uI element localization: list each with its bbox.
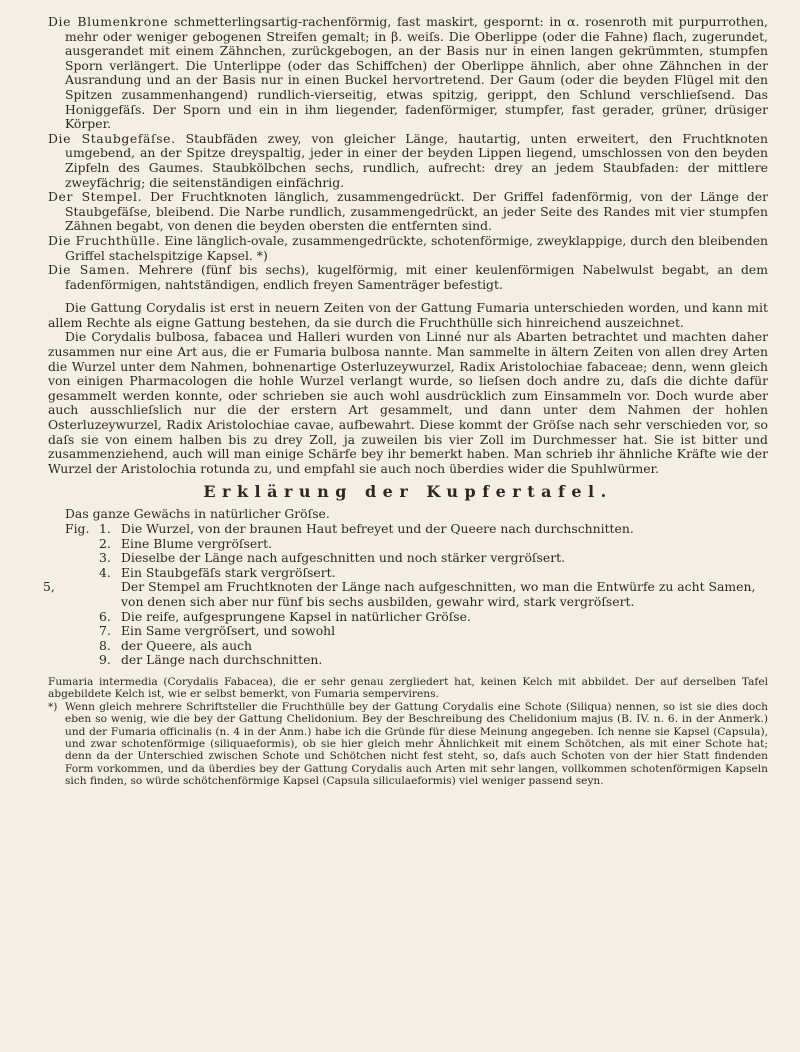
entry-text: Mehrere (fünf bis sechs), kugelförmig, mit einer keulenförmigen Nabelwulst begabt, an dem fadenförmigen, nahtständigen, endlich freyen Samenträger befestigt. (65, 262, 769, 292)
figure-item: 9. der Länge nach durchschnitten. (99, 652, 323, 668)
figures-intro: Das ganze Gewächs in natürlicher Gröſse. (65, 506, 330, 522)
entry-head: Der Stempel. (48, 189, 143, 205)
paragraph-species: Die Corydalis bulbosa, fabacea und Halleri wurden von Linné nur als Abarten betrachtet und machten daher zusammen nur eine Art aus, die er Fumaria bulbosa nannte. Man sammelte in ältern Zeiten von allen drey Arten die Wurzel unter dem Nahmen, bohnenartige Osterluzeywurzel, Radix Aristolochiae fabaceae; denn, wenn gleich von einigen Pharmacologen die hohle Wurzel verlangt wurde, so lieſsen doch andre zu, daſs die dichte dafür gesammelt werden konnte, oder schrieben sie auch wohl ausdrücklich zum Einsammeln vor. Doch wurde aber auch ausschlieſslich nur die der erstern Art gesammelt, und dann unter dem Nahmen der hohlen Osterluzeywurzel, Radix Aristolochiae cavae, aufbewahrt. Diese kommt der Gröſse nach sehr verschieden vor, so daſs sie von einem halben bis zu drey Zoll, ja zuweilen bis vier Zoll im Durchmesser hat. Sie ist bitter und zusammenziehend, auch will man einige Schärfe bey ihr bemerkt haben. Man schrieb ihr ähnliche Kräfte wie der Wurzel der Aristolochia rotunda zu, und empfahl sie auch noch überdies wider die Spuhlwürmer. (48, 329, 768, 476)
figure-item: 5, Der Stempel am Fruchtknoten der Länge nach aufgeschnitten, wo man die Entwürfe zu acht Samen, von denen sich aber nur fünf bis sechs ausbilden, gewahr wird, stark vergröſsert. (43, 579, 756, 609)
figure-item: 8. der Queere, als auch (99, 637, 252, 653)
figure-item: 7. Ein Same vergröſsert, und sowohl (99, 623, 336, 639)
entry-seeds (48, 263, 768, 292)
entry-text: Eine länglich-ovale, zusammengedrückte, schotenförmige, zweyklappige, durch den bleibenden Griffel stachelspitzige Kapsel. *) (65, 232, 769, 263)
entry-stamens (48, 132, 768, 190)
entry-corolla (48, 15, 768, 132)
entry-head: Die Fruchthülle. (48, 232, 161, 248)
footnote-mark: *) (48, 700, 58, 713)
entry-head: Die Samen. (48, 262, 131, 278)
remark-text: Fumaria intermedia (Corydalis Fabacea), die er sehr genau zergliedert hat, keinen Kelch mit abbildet. Der auf derselben Tafel abgebildete Kelch ist, wie er selbst bemerkt, von Fumaria sempervirens. (48, 675, 768, 701)
entry-head: Die Blumenkrone (48, 14, 169, 29)
entry-pistil (48, 190, 768, 234)
figure-item: Fig. 1. Die Wurzel, von der braunen Haut befreyet und der Queere nach durchschnitten. (65, 521, 634, 536)
entry-text: Staubfäden zwey, von gleicher Länge, hautartig, unten erweitert, den Fruchtknoten umgebend, an der Spitze dreyspaltig, jeder in einer der beyden Lippen liegend, umschlossen von den beyden Zipfeln des Gaumes. Staubkölbchen sechs, rundlich, aufrecht: drey an jedem Staubfaden: der mittlere zweyfächrig; die seitenständigen einfächrig. (65, 130, 768, 190)
figure-item: 3. Dieselbe der Länge nach aufgeschnitten und noch stärker vergröſsert. (99, 550, 566, 566)
figure-item: 4. Ein Staubgefäſs stark vergröſsert. (99, 564, 336, 580)
paragraph-genus: Die Gattung Corydalis ist erst in neuern Zeiten von der Gattung Fumaria unterschieden worden, und kann mit allem Rechte als eigne Gattung bestehen, da sie durch die Fruchthülle sich hinreichend auszeichnet. (48, 300, 768, 330)
entry-head: Die Staubgefäſse. (48, 130, 176, 146)
figure-item: 2. Eine Blume vergröſsert. (99, 535, 273, 551)
section-title: Erklärung der Kupfertafel. (203, 482, 613, 502)
footnote (48, 700, 768, 788)
entry-fruit (48, 234, 768, 263)
figure-item: 6. Die reife, aufgesprungene Kapsel in natürlicher Gröſse. (99, 608, 471, 624)
figure-list (43, 521, 768, 668)
footnote-text: Wenn gleich mehrere Schriftsteller die Fruchthülle bey der Gattung Corydalis eine Schote (Siliqua) nennen, so ist sie dies doch eben so wenig, wie die bey der Gattung Chelidonium. Bey der Beschreibung des Chelidonium majus (B. IV. n. 6. in der Anmerk.) und der Fumaria officinalis (n. 4 in der Anm.) habe ich die Gründe für diese Meinung angegeben. Ich nenne sie Kapsel (Capsula), und zwar schotenförmige (siliquaeformis), ob sie hier gleich mehr Ähnlichkeit mit einem Schötchen, als mit einer Schote hat; denn da der Unterschied zwischen Schote und Schötchen nicht fest steht, so, daſs auch Schoten von der hier Statt findenden Form vorkommen, und da überdies bey der Gattung Corydalis auch Arten mit sehr langen, vollkommen schotenförmigen Kapseln sich finden, so würde schötchenförmige Kapsel (Capsula siliculaeformis) viel weniger passend seyn. (65, 700, 768, 788)
entry-text: Der Fruchtknoten länglich, zusammengedrückt. Der Griffel fadenförmig, von der Länge der Staubgefäſse, bleibend. Die Narbe rundlich, zusammengedrückt, an jeder Seite des Randes mit vier stumpfen Zähnen begabt, von denen die beyden obersten die entfernten sind. (65, 189, 769, 234)
entry-text: schmetterlingsartig-rachenförmig, fast maskirt, gespornt: in α. rosenroth mit purpurrothen, mehr oder weniger gebogenen Streifen gemalt; in β. weiſs. Die Oberlippe (oder die Fahne) flach, zugerundet, ausgerandet mit einem Zähnchen, zurückgebogen, an der Basis nur in einen langen gekrümmten, stumpfen Sporn verlängert. Die Unterlippe (oder das Schiffchen) der Oberlippe ähnlich, aber ohne Zähnchen in der Ausrandung und an der Basis nur in einen Buckel hervortretend. Der Gaum (oder die beyden Flügel mit den Spitzen zusammenhangend) rundlich-vierseitig, etwas spitzig, gerippt, den Schlund verschlieſsend. Das Honiggefäſs. Der Sporn und ein in ihm liegender, fadenförmiger, stumpfer, fast gerader, grüner, drüsiger Körper. (65, 14, 768, 132)
